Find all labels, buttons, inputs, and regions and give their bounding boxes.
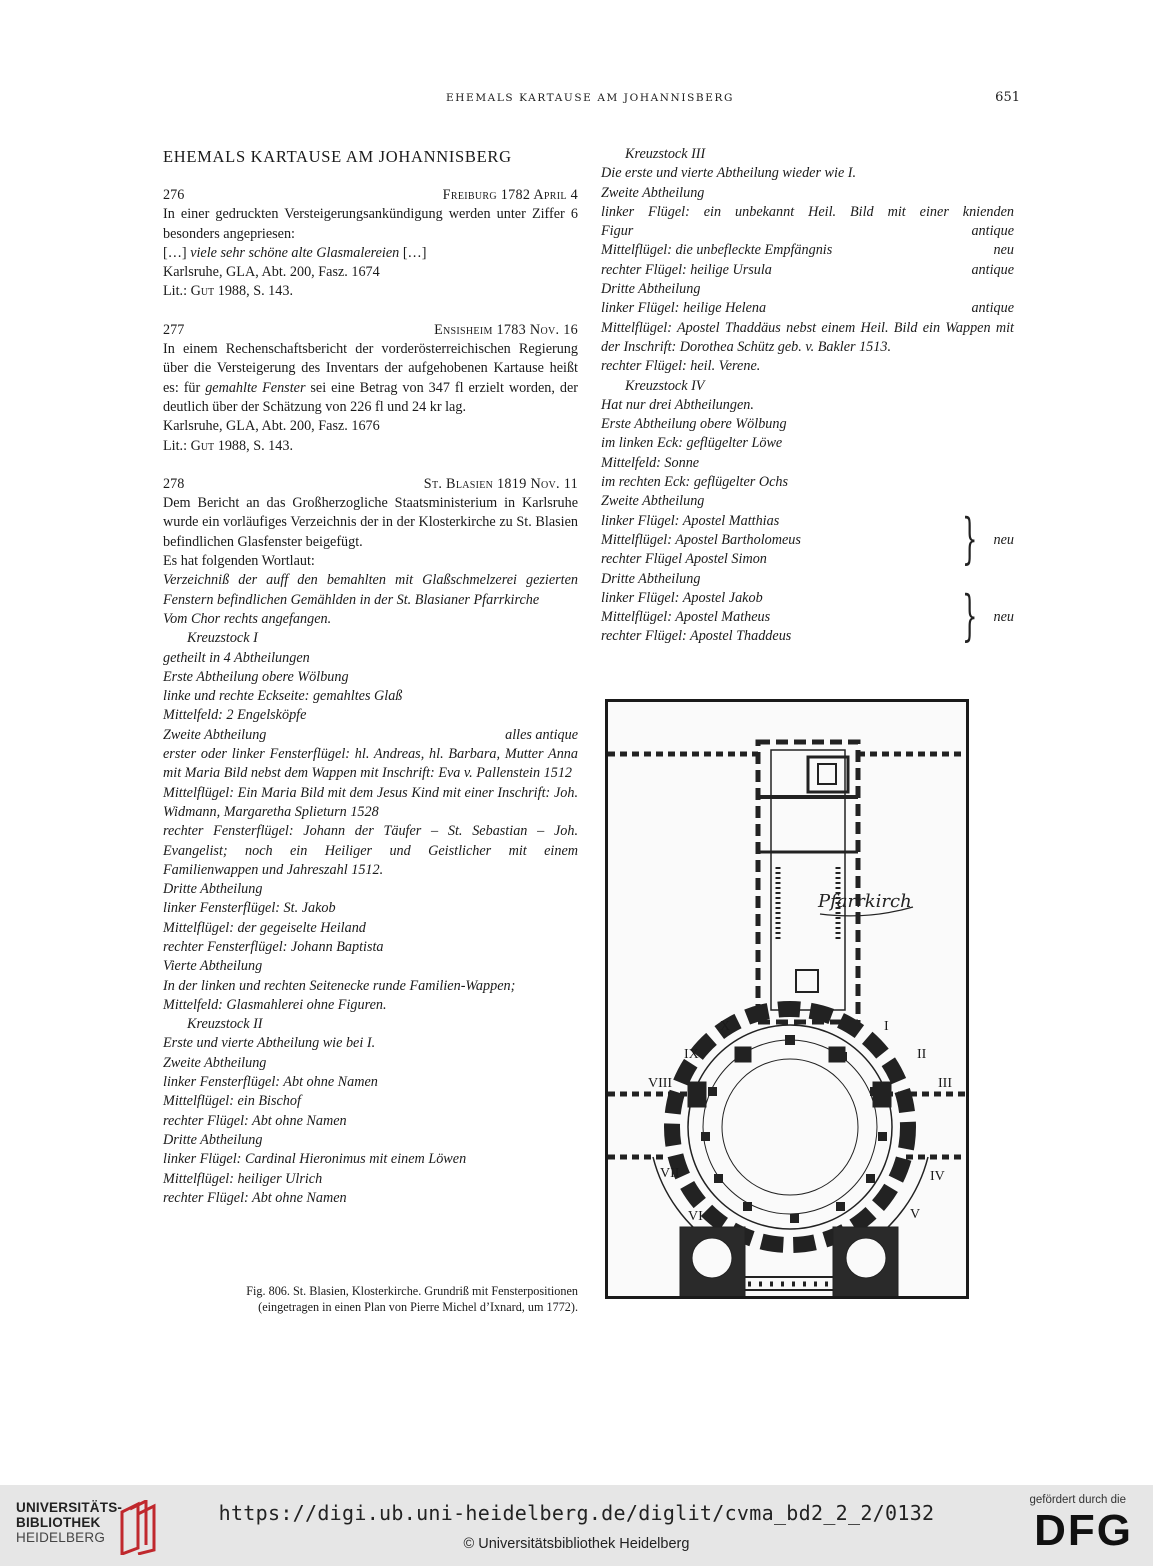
page-number: 651 (995, 90, 1020, 105)
inventory-line: Dritte Abtheilung (601, 570, 701, 587)
window-label: IX (684, 1047, 699, 1062)
inventory-line: Die erste und vierte Abtheilung wieder wie I. (601, 165, 857, 182)
window-label: VII (660, 1166, 680, 1181)
entry-place-date: Freiburg 1782 April 4 (442, 187, 578, 203)
entry-place-date: St. Blasien 1819 Nov. 11 (423, 475, 578, 492)
entry-literature: Lit.: Gut 1988, S. 143. (163, 283, 293, 300)
inventory-line: im rechten Eck: geflügelter Ochs (601, 474, 788, 491)
inventory-line: Zweite Abtheilung (601, 493, 705, 510)
entry-number: 276 (163, 187, 185, 203)
window-label: V (910, 1207, 921, 1222)
entry-head (163, 186, 578, 205)
inventory-paragraph: linker Flügel: ein unbekannt Heil. Bild mit einer knienden (601, 203, 1014, 220)
inventory-line: Zweite Abtheilung (163, 1054, 267, 1071)
left-column (163, 145, 578, 1227)
inventory-note: Vom Chor rechts angefangen. (163, 610, 332, 627)
kreuzstock-4-lines (601, 396, 1014, 512)
window-label: X (720, 1019, 731, 1034)
floor-plan (608, 702, 966, 1296)
entry-quote: […] viele sehr schöne alte Glasmalereien […] (163, 244, 427, 261)
inventory-row: linker Flügel: heilige Helena antique (601, 300, 1014, 317)
entry-head (163, 321, 578, 340)
entry-place-date: Ensisheim 1783 Nov. 16 (434, 321, 578, 338)
section-title: EHEMALS KARTAUSE AM JOHANNISBERG (163, 147, 512, 166)
kreuzstock-2-lines (163, 1034, 578, 1208)
running-head (0, 90, 1153, 106)
inventory-row: Zweite Abtheilung alles antique (163, 726, 578, 743)
copyright-notice: © Universitätsbibliothek Heidelberg (463, 1536, 690, 1552)
entry-276 (163, 186, 578, 302)
inventory-line: linker Flügel: Cardinal Hieronimus mit einem Löwen (163, 1151, 467, 1168)
inventory-line: Erste Abtheilung obere Wölbung (163, 668, 349, 685)
inventory-line: linker Fensterflügel: Abt ohne Namen (163, 1074, 378, 1091)
inventory-line: Dritte Abtheilung (163, 881, 263, 898)
plan-signature: Pfarrkirch (818, 891, 912, 912)
inventory-paragraph: Mittelflügel: Ein Maria Bild mit dem Jesus Kind mit einer Inschrift: Joh. Widmann, Margaretha Splieturn 1528 (163, 784, 578, 820)
window-label: VIII (648, 1076, 673, 1091)
inventory-line: linke und rechte Eckseite: gemahltes Glaß (163, 688, 403, 705)
inventory-line: Hat nur drei Abtheilungen. (601, 396, 754, 413)
inventory-paragraph: erster oder linker Fensterflügel: hl. Andreas, hl. Barbara, Mutter Anna mit Maria Bild nebst dem Wappen mit Inschrift: Eva v. Pallenstein 1512 (163, 746, 578, 782)
entry-277 (163, 321, 578, 456)
window-label: VI (688, 1209, 703, 1224)
footer-bar (0, 1485, 1153, 1566)
brace-note: neu (993, 608, 1014, 625)
inventory-line: Mittelflügel: Apostel Matheus (601, 609, 771, 626)
window-label: I (884, 1019, 889, 1034)
inventory-line: Mittelflügel: Apostel Bartholomeus (601, 531, 801, 548)
entry-head (163, 475, 578, 494)
inventory-row: Figur antique (601, 223, 1014, 240)
caption-line: Fig. 806. St. Blasien, Klosterkirche. Grundriß mit Fensterpositionen (246, 1284, 578, 1298)
funding-label: gefördert durch die (1029, 1494, 1126, 1506)
inventory-line: Erste Abtheilung obere Wölbung (601, 416, 787, 433)
inventory-line: im linken Eck: geflügelter Löwe (601, 435, 783, 452)
inventory-line: rechter Flügel: Abt ohne Namen (163, 1189, 347, 1206)
inventory-line: Erste und vierte Abtheilung wie bei I. (163, 1035, 376, 1052)
inventory-line: linker Flügel: Apostel Jakob (601, 589, 763, 606)
inventory-row: rechter Flügel: heilige Ursula antique (601, 261, 1014, 278)
dfg-logo[interactable]: DFG (1034, 1506, 1133, 1555)
kreuzstock-heading: Kreuzstock IV (625, 377, 705, 394)
kreuzstock-1-lines-a (163, 649, 578, 726)
running-head-title: EHEMALS KARTAUSE AM JOHANNISBERG (446, 92, 734, 104)
inventory-line: Vierte Abtheilung (163, 958, 263, 975)
inventory-paragraph: rechter Fensterflügel: Johann der Täufer – St. Sebastian – Joh. Evangelist; noch ein Heiliger und Geistlicher mit einem Familienwappen und Jahreszahl 1512. (163, 823, 578, 878)
right-column (601, 145, 1014, 647)
inventory-line: Mittelfeld: Glasmahlerei ohne Figuren. (163, 996, 387, 1013)
brace-group (601, 583, 1014, 647)
inventory-line: Mittelflügel: heiliger Ulrich (163, 1170, 323, 1187)
caption-line: (eingetragen in einen Plan von Pierre Michel d’Ixnard, um 1772). (258, 1300, 578, 1314)
floor-plan-figure (605, 699, 969, 1299)
inventory-line: Mittelfeld: Sonne (601, 454, 700, 471)
inventory-line: rechter Flügel: heil. Verene. (601, 358, 761, 375)
kreuzstock-heading: Kreuzstock III (625, 146, 706, 162)
inventory-line: linker Flügel: Apostel Matthias (601, 512, 780, 529)
inventory-line: getheilt in 4 Abtheilungen (163, 649, 310, 666)
figure-caption (163, 1283, 578, 1315)
entry-number: 278 (163, 475, 185, 492)
inventory-line: rechter Fensterflügel: Johann Baptista (163, 938, 384, 955)
brace-icon: } (962, 583, 978, 647)
logo-text: UNIVERSITÄTS- BIBLIOTHEK HEIDELBERG (16, 1500, 123, 1545)
inventory-line: rechter Flügel: Abt ohne Namen (163, 1112, 347, 1129)
permalink-url[interactable]: https://digi.ub.uni-heidelberg.de/diglit/cvma_bd2_2_2/0132 (218, 1501, 935, 1525)
kreuzstock-1-lines-b (163, 880, 578, 1015)
inventory-line: Mittelflügel: ein Bischof (163, 1093, 301, 1110)
entry-text: In einem Rechenschaftsbericht der vorderösterreichischen Regierung über die Versteigerung des Inventars der aufgehobenen Kartause heißt es: für gemahlte Fenster sei eine Betrag von 347 fl erzielt worden, der deutlich über der Schätzung von 226 fl und 24 kr lag. (163, 341, 578, 415)
inventory-line: Mittelflügel: der gegeiselte Heiland (163, 919, 366, 936)
entry-number: 277 (163, 321, 185, 338)
entry-literature: Lit.: Gut 1988, S. 143. (163, 437, 293, 454)
inventory-line: Zweite Abtheilung (601, 184, 705, 201)
brace-note: neu (993, 531, 1014, 548)
inventory-line: rechter Flügel: Apostel Thaddeus (601, 628, 792, 645)
inventory-row: Dritte Abtheilung (601, 281, 701, 298)
inventory-line: Mittelfeld: 2 Engelsköpfe (163, 707, 307, 724)
inventory-title: Verzeichniß der auff den bemahlten mit Glaßschmelzerei gezierten Fenstern befindlichen Gemählden in der St. Blasianer Pfarrkirche (163, 572, 578, 608)
entry-text: In einer gedruckten Versteigerungsankündigung werden unter Ziffer 6 besonders angepriesen: (163, 206, 578, 242)
window-label: IV (930, 1169, 945, 1184)
brace-group (601, 506, 1014, 570)
window-label: II (917, 1047, 927, 1062)
entry-source: Karlsruhe, GLA, Abt. 200, Fasz. 1676 (163, 418, 380, 435)
inventory-line: linker Fensterflügel: St. Jakob (163, 900, 336, 917)
inventory-row: Mittelflügel: die unbefleckte Empfängnis neu (601, 242, 1014, 259)
inventory-line: In der linken und rechten Seitenecke runde Familien-Wappen; (163, 977, 516, 994)
entry-text: Dem Bericht an das Großherzogliche Staatsministerium in Karlsruhe wurde ein vorläufiges Verzeichnis der in der Klosterkirche zu St. Blasien befindlichen Glasfenster beigefügt. (163, 495, 578, 550)
brace-icon: } (962, 506, 978, 570)
inventory-line: rechter Flügel Apostel Simon (601, 551, 767, 568)
inventory-line: Dritte Abtheilung (163, 1131, 263, 1148)
kreuzstock-heading: Kreuzstock II (187, 1016, 263, 1033)
entry-source: Karlsruhe, GLA, Abt. 200, Fasz. 1674 (163, 264, 380, 281)
kreuzstock-heading: Kreuzstock I (187, 630, 258, 647)
entry-278 (163, 475, 578, 1208)
window-label: III (938, 1076, 952, 1091)
entry-intro: Es hat folgenden Wortlaut: (163, 553, 315, 570)
inventory-paragraph: Mittelflügel: Apostel Thaddäus nebst einem Heil. Bild ein Wappen mit der Inschrift: Dorothea Schütz geb. v. Bakler 1513. (601, 319, 1014, 355)
